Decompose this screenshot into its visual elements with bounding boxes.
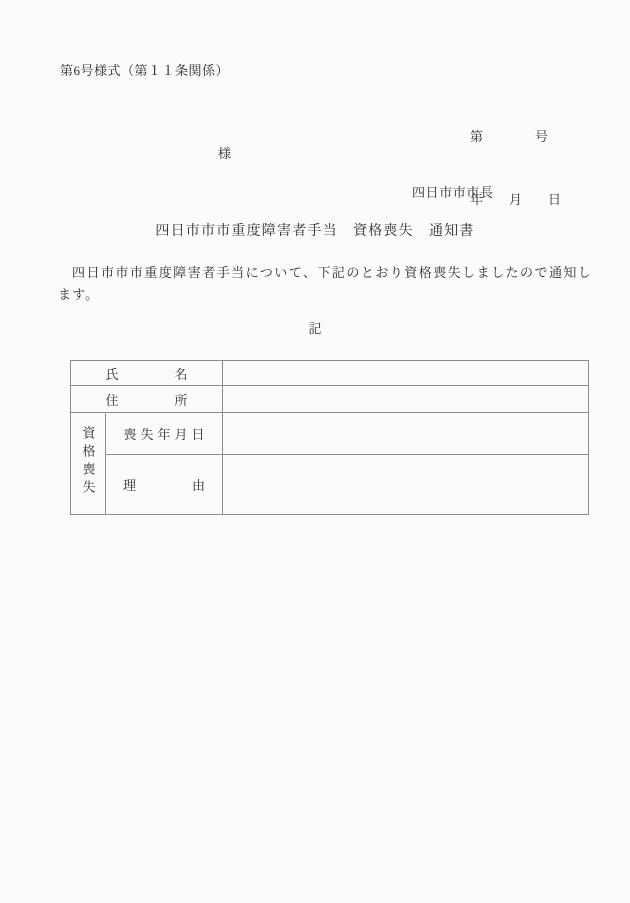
table-row	[71, 361, 589, 386]
document-title: 四日市市市重度障害者手当 資格喪失 通知書	[155, 224, 475, 239]
issuer-name: 四日市市市長	[412, 185, 494, 200]
reason-label-cell	[106, 455, 223, 515]
disqualification-group-label-cell	[71, 413, 106, 515]
reason-value-cell[interactable]	[223, 455, 589, 515]
address-value-cell[interactable]	[223, 386, 589, 413]
address-label: 住所	[105, 392, 188, 408]
loss-date-value-cell[interactable]	[223, 413, 589, 455]
name-value-cell[interactable]	[223, 361, 589, 386]
details-table	[70, 360, 589, 515]
form-number: 第6号様式（第１１条関係）	[60, 63, 230, 78]
disqualification-group-label: 資格喪失	[80, 425, 96, 498]
addressee-suffix: 様	[218, 146, 232, 161]
name-label: 氏名	[105, 366, 188, 382]
loss-date-label-cell	[106, 413, 223, 455]
body-paragraph: 四日市市市重度障害者手当について、下記のとおり資格喪失しましたので通知します。	[58, 265, 592, 302]
table-row	[71, 455, 589, 515]
table-row	[71, 386, 589, 413]
document-date-line: 年 月 日	[470, 192, 562, 207]
address-label-cell	[71, 386, 223, 413]
document-number-line: 第 号	[470, 129, 549, 144]
reason-label: 理由	[123, 478, 205, 493]
name-label-cell	[71, 361, 223, 386]
table-row	[71, 413, 589, 455]
loss-date-label: 喪失年月日	[123, 427, 209, 442]
ki-marker: 記	[308, 321, 322, 336]
